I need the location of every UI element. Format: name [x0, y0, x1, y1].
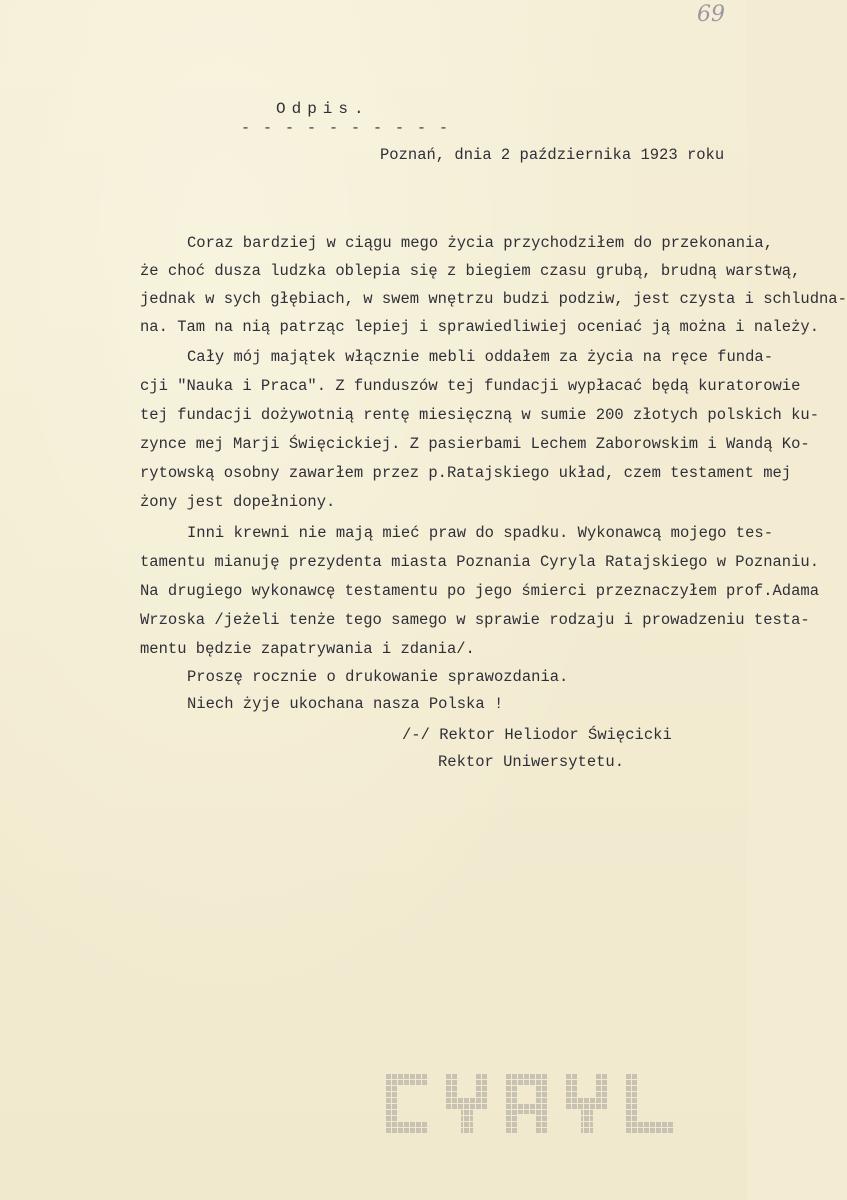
page-number: 69 — [697, 2, 725, 27]
body-line: Proszę rocznie o drukowanie sprawozdania. — [187, 668, 569, 686]
body-line: rytowską osobny zawarłem przez p.Ratajskiego układ, czem testament mej — [140, 464, 792, 482]
cyryl-logo-icon — [386, 1074, 680, 1134]
document-date: Poznań, dnia 2 października 1923 roku — [380, 146, 725, 164]
body-line: Niech żyje ukochana nasza Polska ! — [187, 695, 504, 713]
body-line: Wrzoska /jeżeli tenże tego samego w sprawie rodzaju i prowadzeniu testa- — [140, 611, 810, 629]
body-line: żony jest dopełniony. — [140, 493, 336, 511]
body-line: Inni krewni nie mają mieć praw do spadku. Wykonawcą mojego tes- — [187, 524, 773, 542]
body-line: Na drugiego wykonawcę testamentu po jego śmierci przeznaczyłem prof.Adama — [140, 582, 820, 600]
body-line: że choć dusza ludzka oblepia się z biegiem czasu grubą, brudną warstwą, — [140, 262, 801, 280]
signature-name: /-/ Rektor Heliodor Święcicki — [402, 726, 672, 744]
body-line: Cały mój majątek włącznie mebli oddałem za życia na ręce funda- — [187, 348, 773, 366]
body-line: Coraz bardziej w ciągu mego życia przychodziłem do przekonania, — [187, 234, 773, 252]
document-title: Odpis. — [276, 100, 370, 118]
title-underline: - - - - - - - - - - — [241, 120, 451, 137]
body-line: cji "Nauka i Praca". Z funduszów tej fundacji wypłacać będą kuratorowie — [140, 377, 801, 395]
signature-title: Rektor Uniwersytetu. — [438, 753, 625, 771]
body-line: zynce mej Marji Święcickiej. Z pasierbami Lechem Zaborowskim i Wandą Ko- — [140, 435, 810, 453]
body-line: jednak w sych głębiach, w swem wnętrzu budzi podziw, jest czysta i schludna- — [140, 290, 847, 308]
cyryl-watermark-logo — [386, 1074, 680, 1134]
body-line: tamentu mianuję prezydenta miasta Poznania Cyryla Ratajskiego w Poznaniu. — [140, 553, 820, 571]
body-line: tej fundacji dożywotnią rentę miesięczną w sumie 200 złotych polskich ku- — [140, 406, 820, 424]
body-line: na. Tam na nią patrząc lepiej i sprawiedliwiej oceniać ją można i należy. — [140, 318, 820, 336]
body-line: mentu będzie zapatrywania i zdania/. — [140, 640, 475, 658]
